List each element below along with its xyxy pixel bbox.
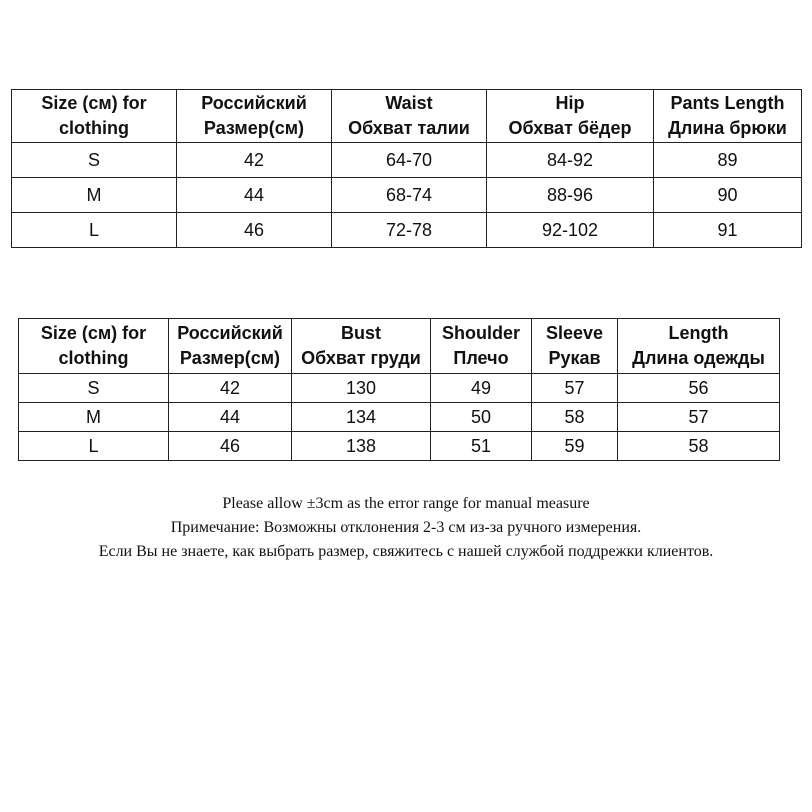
header-shoulder: Shoulder Плечо xyxy=(431,319,532,374)
cell-shoulder: 50 xyxy=(431,403,532,432)
header-size: Size (см) for clothing xyxy=(19,319,169,374)
header-waist: Waist Обхват талии xyxy=(332,90,487,143)
cell-waist: 72-78 xyxy=(332,213,487,248)
cell-russian-size: 44 xyxy=(177,178,332,213)
cell-russian-size: 42 xyxy=(177,143,332,178)
cell-sleeve: 58 xyxy=(532,403,618,432)
header-length: Length Длина одежды xyxy=(618,319,780,374)
cell-waist: 64-70 xyxy=(332,143,487,178)
cell-pants-length: 91 xyxy=(654,213,802,248)
header-size: Size (см) for clothing xyxy=(12,90,177,143)
cell-sleeve: 57 xyxy=(532,374,618,403)
cell-size: S xyxy=(19,374,169,403)
table-row xyxy=(19,374,780,403)
cell-hip: 84-92 xyxy=(487,143,654,178)
table-header-row xyxy=(12,90,802,143)
cell-hip: 88-96 xyxy=(487,178,654,213)
table-header-row xyxy=(19,319,780,374)
table-row xyxy=(19,432,780,461)
cell-russian-size: 42 xyxy=(169,374,292,403)
cell-russian-size: 44 xyxy=(169,403,292,432)
cell-pants-length: 90 xyxy=(654,178,802,213)
header-bust: Bust Обхват груди xyxy=(292,319,431,374)
table-row xyxy=(12,178,802,213)
cell-bust: 134 xyxy=(292,403,431,432)
cell-shoulder: 49 xyxy=(431,374,532,403)
tops-size-table xyxy=(18,318,780,461)
header-hip: Hip Обхват бёдер xyxy=(487,90,654,143)
cell-size: M xyxy=(12,178,177,213)
cell-bust: 130 xyxy=(292,374,431,403)
cell-sleeve: 59 xyxy=(532,432,618,461)
table-row xyxy=(19,403,780,432)
cell-length: 57 xyxy=(618,403,780,432)
cell-length: 56 xyxy=(618,374,780,403)
cell-waist: 68-74 xyxy=(332,178,487,213)
cell-russian-size: 46 xyxy=(177,213,332,248)
cell-size: M xyxy=(19,403,169,432)
note-error-range-en: Please allow ±3cm as the error range for manual measure xyxy=(222,495,590,512)
cell-size: L xyxy=(12,213,177,248)
cell-bust: 138 xyxy=(292,432,431,461)
cell-shoulder: 51 xyxy=(431,432,532,461)
note-contact-support: Если Вы не знаете, как выбрать размер, свяжитесь с нашей службой поддрежки клиентов. xyxy=(98,543,714,560)
header-russian-size: Российский Размер(см) xyxy=(177,90,332,143)
cell-hip: 92-102 xyxy=(487,213,654,248)
cell-length: 58 xyxy=(618,432,780,461)
cell-size: L xyxy=(19,432,169,461)
cell-size: S xyxy=(12,143,177,178)
measurement-notes xyxy=(0,492,812,564)
cell-russian-size: 46 xyxy=(169,432,292,461)
table-row xyxy=(12,143,802,178)
note-error-range-ru: Примечание: Возможны отклонения 2-3 см из-за ручного измерения. xyxy=(170,519,642,536)
cell-pants-length: 89 xyxy=(654,143,802,178)
header-russian-size: Российский Размер(см) xyxy=(169,319,292,374)
table-row xyxy=(12,213,802,248)
header-pants-length: Pants Length Длина брюки xyxy=(654,90,802,143)
pants-size-table xyxy=(11,89,802,248)
header-sleeve: Sleeve Рукав xyxy=(532,319,618,374)
